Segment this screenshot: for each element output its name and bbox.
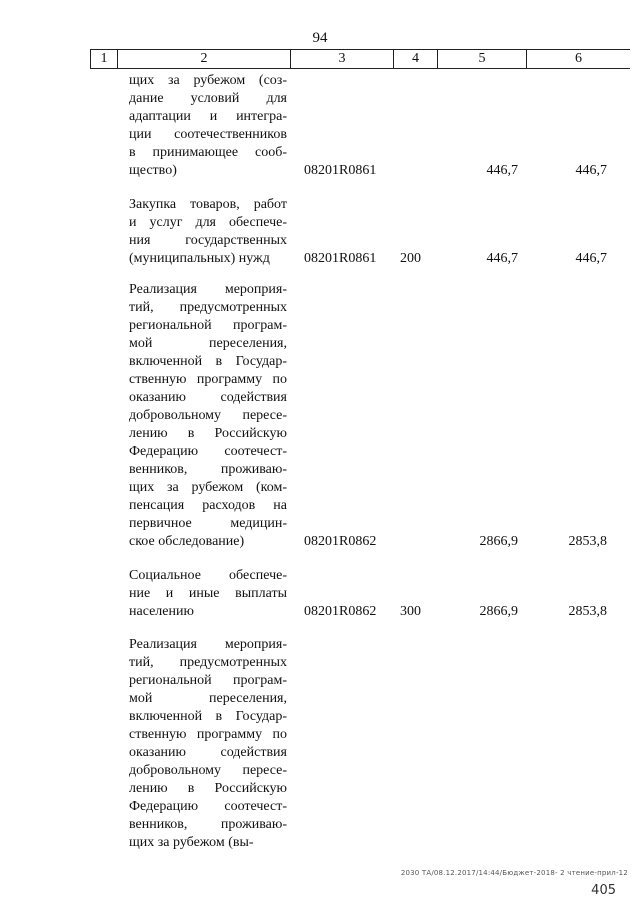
target-code: 08201R0862 (304, 534, 377, 549)
expense-type: 200 (400, 251, 421, 266)
description-line: ственную программу по (129, 372, 287, 387)
description-line: оказанию содействия (129, 745, 287, 760)
header-col-4: 4 (394, 50, 438, 68)
description-line: щество) (129, 163, 177, 178)
description-line: ции соотечественников (129, 127, 287, 142)
row-description (129, 567, 287, 621)
description-line: первичное медицин- (129, 516, 287, 531)
description-line: венников, проживаю- (129, 462, 287, 477)
value-col-6: 446,7 (575, 163, 607, 178)
row-description (129, 636, 287, 852)
description-line: щих за рубежом (вы- (129, 835, 254, 850)
footer-page-number: 405 (591, 883, 616, 898)
header-col-2: 2 (118, 50, 291, 68)
description-line: добровольному пересе- (129, 763, 287, 778)
value-col-5: 2866,9 (479, 534, 518, 549)
row-description (129, 196, 287, 268)
description-line: Социальное обеспече- (129, 568, 287, 583)
description-line: адаптации и интегра- (129, 109, 287, 124)
description-line: оказанию содействия (129, 390, 287, 405)
target-code: 08201R0861 (304, 163, 377, 178)
description-line: дание условий для (129, 91, 287, 106)
description-line: и услуг для обеспече- (129, 215, 287, 230)
description-line: включенной в Государ- (129, 709, 287, 724)
value-col-6: 2853,8 (568, 604, 607, 619)
description-line: региональной програм- (129, 673, 287, 688)
value-col-5: 446,7 (486, 163, 518, 178)
description-line: пенсация расходов на (129, 498, 287, 513)
description-line: добровольному пересе- (129, 408, 287, 423)
row-description (129, 72, 287, 180)
target-code: 08201R0862 (304, 604, 377, 619)
description-line: ственную программу по (129, 727, 287, 742)
description-line: тий, предусмотренных (129, 300, 287, 315)
description-line: Федерацию соотечест- (129, 799, 287, 814)
row-description (129, 281, 287, 551)
description-line: венников, проживаю- (129, 817, 287, 832)
header-col-3: 3 (291, 50, 394, 68)
description-line: мой переселения, (129, 691, 287, 706)
description-line: включенной в Государ- (129, 354, 287, 369)
target-code: 08201R0861 (304, 251, 377, 266)
table-header (90, 49, 630, 69)
value-col-6: 446,7 (575, 251, 607, 266)
description-line: тий, предусмотренных (129, 655, 287, 670)
page-number: 94 (312, 30, 328, 46)
footer-stamp: 2030 ТА/08.12.2017/14:44/Бюджет-2018- 2 чтение-прил-12 (400, 869, 628, 877)
header-col-6: 6 (575, 51, 582, 66)
description-line: лению в Российскую (129, 426, 287, 441)
value-col-5: 446,7 (486, 251, 518, 266)
description-line: Реализация мероприя- (129, 637, 287, 652)
description-line: ние и иные выплаты (129, 586, 287, 601)
description-line: Реализация мероприя- (129, 282, 287, 297)
header-col-1: 1 (90, 50, 118, 68)
description-line: щих за рубежом (соз- (129, 73, 287, 88)
description-line: региональной програм- (129, 318, 287, 333)
description-line: ское обследование) (129, 534, 245, 549)
value-col-5: 2866,9 (479, 604, 518, 619)
description-line: Федерацию соотечест- (129, 444, 287, 459)
value-col-6: 2853,8 (568, 534, 607, 549)
header-col-5: 5 (438, 50, 527, 68)
description-line: (муниципальных) нужд (129, 251, 270, 266)
description-line: ния государственных (129, 233, 287, 248)
description-line: Закупка товаров, работ (129, 197, 287, 212)
description-line: населению (129, 604, 194, 619)
expense-type: 300 (400, 604, 421, 619)
description-line: щих за рубежом (ком- (129, 480, 287, 495)
description-line: в принимающее сооб- (129, 145, 287, 160)
description-line: мой переселения, (129, 336, 287, 351)
description-line: лению в Российскую (129, 781, 287, 796)
